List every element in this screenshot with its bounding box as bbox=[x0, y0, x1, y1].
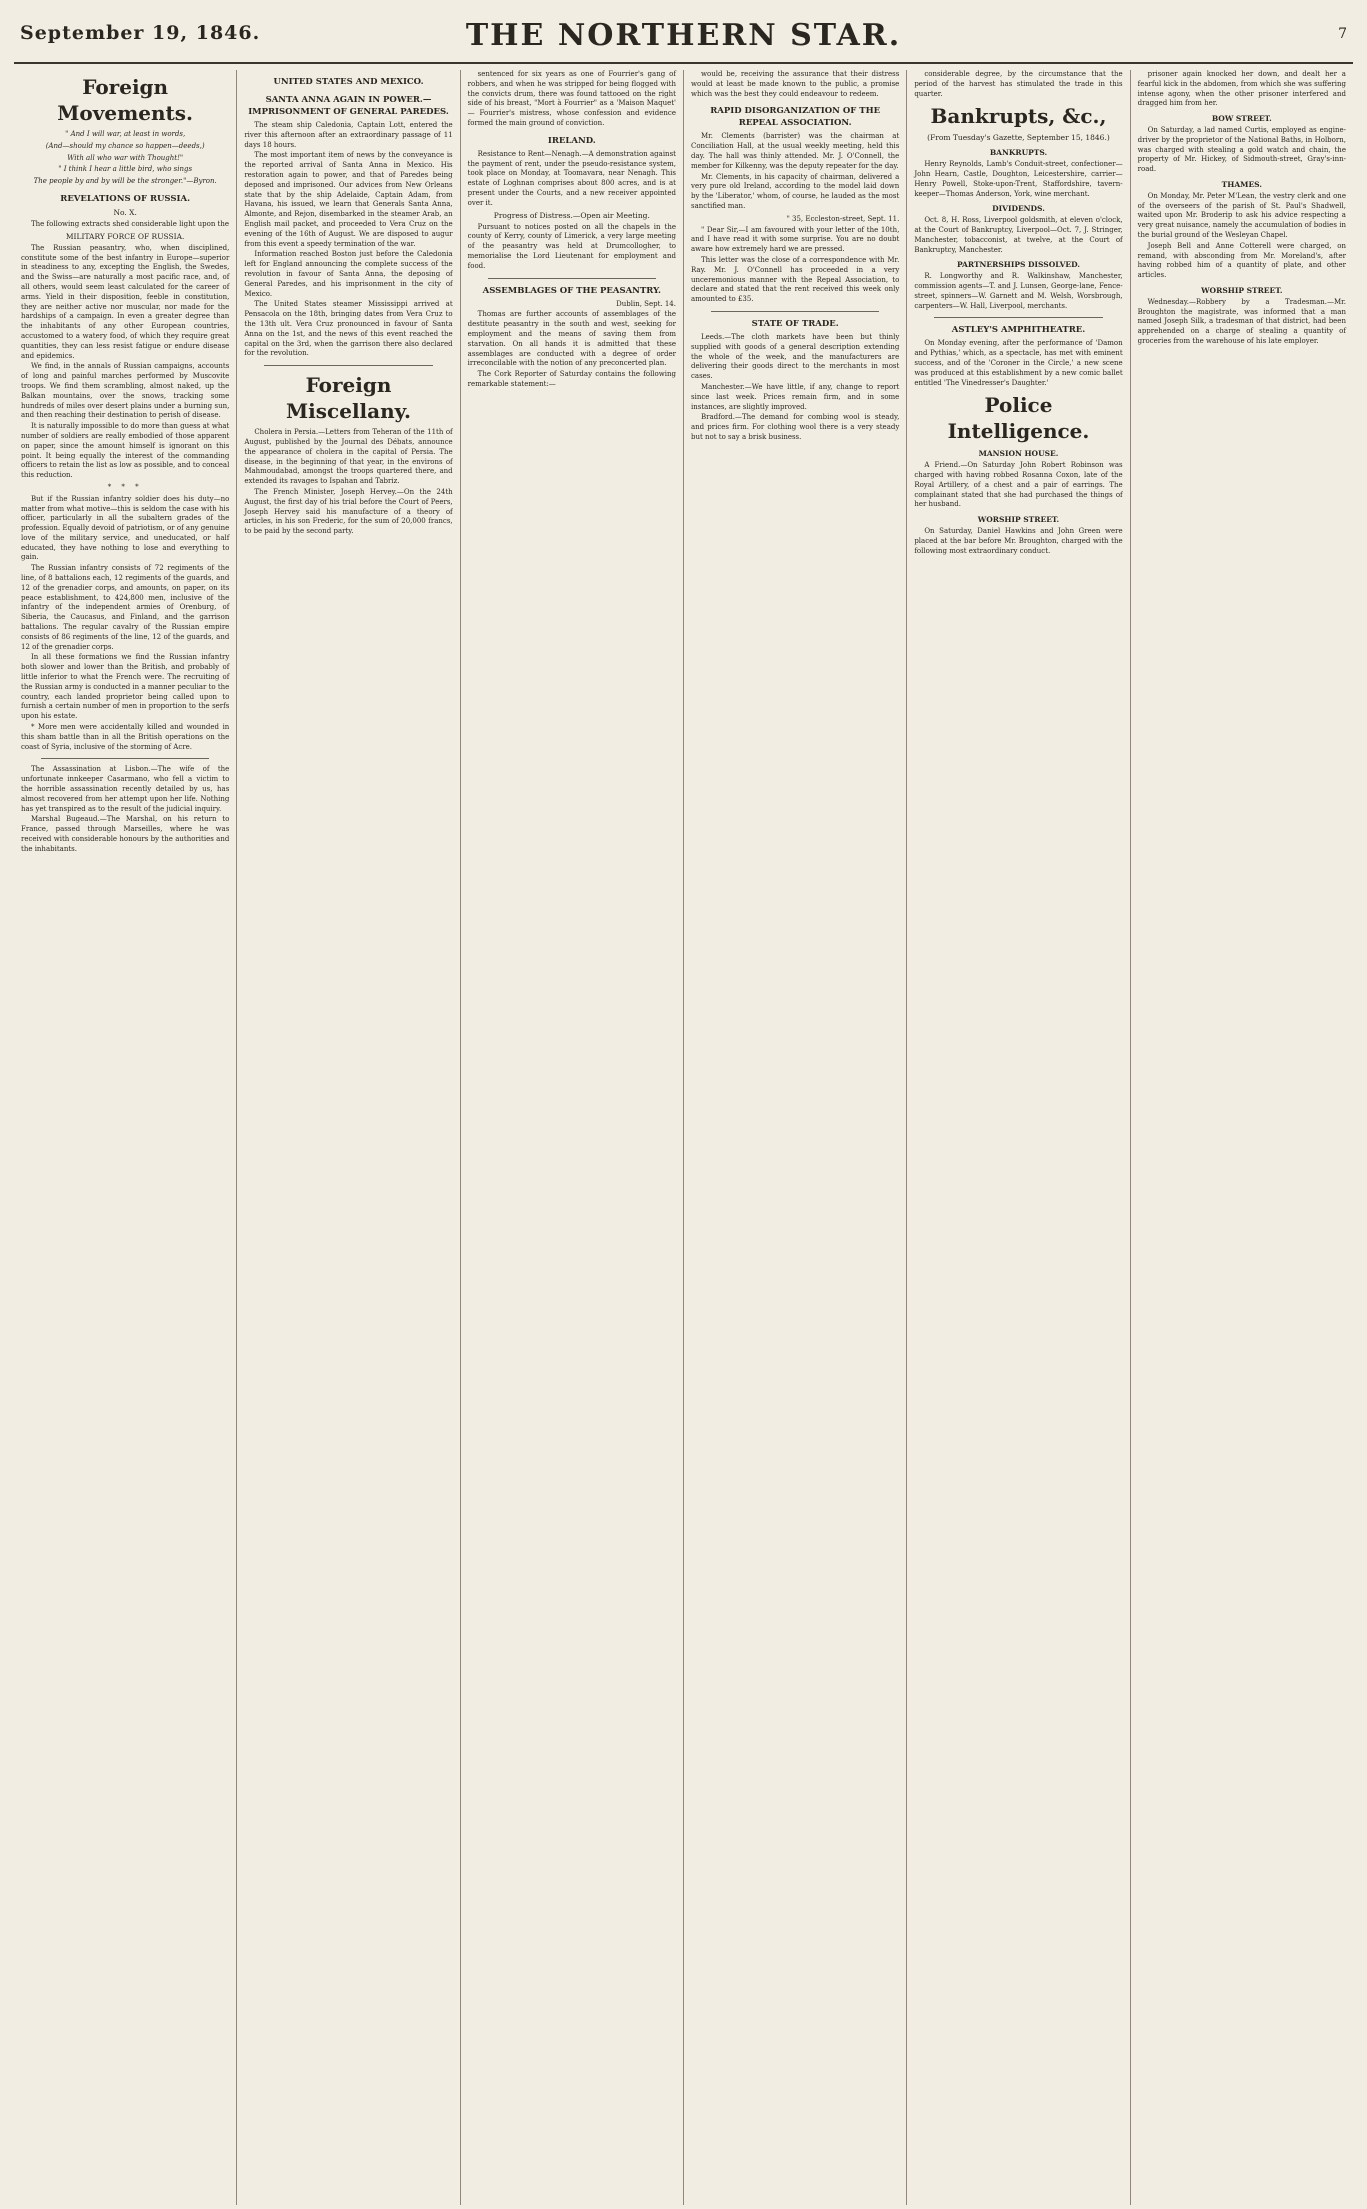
column-3 bbox=[461, 70, 684, 2205]
section-heading-foreign-movements: Foreign Movements. bbox=[57, 75, 194, 125]
divider bbox=[488, 278, 656, 279]
article-paragraph: The Russian peasantry, who, when disciplined, constitute some of the best infantry in Europe—superior in steadiness to any, excepting the English, the Swedes, and the Swiss—are naturally a most pacific race, and, of all others, would seem least calculated for the career of arms. Yield in their disposition, feeble in constitution, they are neither active nor muscular, nor made for the hardships of a campaign. In even a greater degree than the inhabitants of any other European countries, accustomed to a watery food, of which they require great quantities, they can less resist fatigue or endure disease and epidemics. bbox=[21, 243, 230, 360]
gazette-source: (From Tuesday's Gazette, September 15, 1846.) bbox=[927, 133, 1110, 143]
article-paragraph: We find, in the annals of Russian campaigns, accounts of long and painful marches performed by Muscovite troops. We find them scrambling, almost naked, up the Balkan mountains, over the snows, tracking some hundreds of miles over desert plains under a burning sun, and then reaching their destination to perish of disease. bbox=[21, 362, 230, 420]
article-paragraph: The United States steamer Mississippi arrived at Pensacola on the 18th, bringing dates from Vera Cruz to the 13th ult. Vera Cruz pronounced in favour of Santa Anna on the 1st, and the news of this event reached the capital on the 3rd, when the garrison there also declared for the revolution. bbox=[244, 300, 453, 358]
divider bbox=[264, 365, 432, 366]
article-paragraph: sentenced for six years as one of Fourrier's gang of robbers, and when he was stripped for being flogged with the convicts drum, there was found tattooed on the right side of his breast, "Mort à Fourrier" as a 'Maison Maquet' — Fourrier's mistress, whose confession and evidence formed the main ground of conviction. bbox=[467, 70, 676, 127]
article-subheading: Progress of Distress.—Open air Meeting. bbox=[493, 210, 650, 220]
masthead bbox=[14, 0, 1353, 64]
article-paragraph: In all these formations we find the Russian infantry both slower and lower than the British, and probably of little inferior to what the French were. The recruiting of the Russian army is conducted in a manner peculiar to the country, each landed proprietor being called upon to furnish a certain number of men in proportion to the serfs upon his estate. bbox=[21, 653, 230, 721]
article-paragraph: Cholera in Persia.—Letters from Teheran of the 11th of August, published by the Journal des Débats, announce the appearance of cholera in the capital of Persia. The disease, in the beginning of that year, in the environs of Mahmoudabad, amongst the troops quartered there, and extended its ravages to Ispahan and Tabriz. bbox=[244, 428, 453, 486]
article-number: No. X. bbox=[113, 207, 137, 217]
section-heading-bankrupts: Bankrupts, &c., bbox=[930, 104, 1107, 129]
article-paragraph: Pursuant to notices posted on all the chapels in the county of Kerry, county of Limerick, a very large meeting of the peasantry was held at Drumcollogher, to memorialise the Lord Lieutenant for employment and food. bbox=[467, 222, 676, 270]
footnote: * More men were accidentally killed and wounded in this sham battle than in all the British operations on the coast of Syria, inclusive of the storming of Acre. bbox=[21, 723, 230, 751]
divider bbox=[711, 311, 879, 312]
dateline: Dublin, Sept. 14. bbox=[616, 299, 676, 308]
article-paragraph: On Saturday, Daniel Hawkins and John Green were placed at the bar before Mr. Broughton, charged with the following most extraordinary conduct. bbox=[914, 526, 1123, 555]
article-paragraph: The most important item of news by the conveyance is the reported arrival of Santa Anna in Mexico. His restoration again to power, and that of Paredes being deposed and imprisoned. Our advices from New Orleans state that by the ship Adelaide, Captain Adam, from Havana, his issued, we learn that Generals Santa Anna, Almonte, and Rejon, disembarked in the steamer Arab, an English mail packet, and proceeded to Vera Cruz on the evening of the 16th of August. We are disposed to augur from this event a speedy termination of the war. bbox=[244, 151, 453, 248]
article-paragraph: Thomas are further accounts of assemblages of the destitute peasantry in the south and west, seeking for employment and the means of saving them from starvation. On all hands it is admitted that these assemblages are conducted with a degree of order irreconcilable with the notion of any preconcerted plan. bbox=[467, 310, 676, 368]
column-4 bbox=[684, 70, 907, 2205]
section-label: DIVIDENDS. bbox=[992, 204, 1045, 214]
article-paragraph: But if the Russian infantry soldier does his duty—no matter from what motive—this is seldom the case with his officer, particularly in all the subaltern grades of the profession. Equally devoid of patriotism, or of any genuine love of the military service, and uneducated, or half educated, they have nothing to lose and everything to gain. bbox=[21, 494, 230, 562]
article-paragraph: Bradford.—The demand for combing wool is steady, and prices firm. For clothing wool there is a very steady but not to say a brisk business. bbox=[690, 413, 900, 441]
article-subheading: MILITARY FORCE OF RUSSIA. bbox=[65, 231, 185, 241]
article-paragraph: Wednesday.—Robbery by a Tradesman.—Mr. Broughton the magistrate, was informed that a man named Joseph Silk, a tradesman of that district, had been apprehended on a charge of stealing a quantity of groceries from the warehouse of his late employer. bbox=[1137, 297, 1346, 345]
article-paragraph: Manchester.—We have little, if any, change to report since last week. Prices remain firm, and in some instances, are slightly improved. bbox=[690, 382, 900, 411]
article-title: STATE OF TRADE. bbox=[751, 318, 839, 329]
article-title: ASTLEY'S AMPHITHEATRE. bbox=[951, 325, 1086, 336]
issue-date: September 19, 1846. bbox=[20, 22, 261, 44]
article-title: REVELATIONS OF RUSSIA. bbox=[60, 193, 191, 204]
newspaper-title: THE NORTHERN STAR. bbox=[465, 18, 902, 53]
article-paragraph: R. Longworthy and R. Walkinshaw, Manchester, commission agents—T. and J. Lunsen, George-lane, Fence-street, spinners—W. Garnett and M. Welsh, Worsbrough, carpenters—W. Hall, Liverpool, merchants. bbox=[914, 272, 1123, 310]
article-paragraph: Information reached Boston just before the Caledonia left for England announcing the complete success of the revolution in favour of Santa Anna, the deposing of General Paredes, and his imprisonment in the city of Mexico. bbox=[244, 250, 453, 298]
page-number: 7 bbox=[1338, 26, 1347, 42]
section-label: THAMES. bbox=[1221, 179, 1262, 189]
section-label: BANKRUPTS. bbox=[989, 148, 1048, 158]
article-paragraph: A Friend.—On Saturday John Robert Robinson was charged with having robbed Rosanna Coxon, late of the Royal Artillery, of a chest and a pair of earrings. The complainant stated that she had purchased the things of her husband. bbox=[914, 461, 1123, 509]
article-paragraph: The following extracts shed considerable light upon the bbox=[31, 219, 230, 228]
article-title: IRELAND. bbox=[547, 135, 596, 146]
section-heading-police-intelligence: Police Intelligence. bbox=[947, 393, 1090, 444]
article-paragraph: Joseph Bell and Anne Cotterell were charged, on remand, with absconding from Mr. Moreland's, after having robbed him of a quantity of plate, and other articles. bbox=[1137, 241, 1346, 280]
column-2 bbox=[237, 70, 460, 2205]
article-paragraph: The Russian infantry consists of 72 regiments of the line, of 8 battalions each, 12 regiments of the guards, and 12 of the grenadier corps, and amounts, on paper, on its peace establishment, to 424,800 men, inclusive of the infantry of the independent armies of Orenburg, of Siberia, the Caucasus, and Finland, and the garrison battalions. The regular cavalry of the Russian empire consists of 86 regiments of the line, 12 of the guards, and 12 of the grenadier corps. bbox=[21, 564, 230, 651]
columns bbox=[14, 70, 1353, 2205]
article-paragraph: would be, receiving the assurance that their distress would at least be made known to the public, a promise which was the best they could endeavour to redeem. bbox=[690, 70, 900, 98]
section-label: BOW STREET. bbox=[1211, 114, 1272, 124]
section-heading-foreign-miscellany: Foreign Miscellany. bbox=[286, 373, 411, 424]
article-paragraph: The Cork Reporter of Saturday contains the following remarkable statement:— bbox=[467, 370, 676, 388]
article-paragraph: Leeds.—The cloth markets have been but thinly supplied with goods of a general description extending the whole of the week, and the manufacturers are delivering their goods direct to the merchants in most cases. bbox=[690, 332, 900, 381]
article-paragraph: Resistance to Rent—Nenagh.—A demonstration against the payment of rent, under the pseudo-resistance system, took place on Monday, at Toomavara, near Nenagh. This estate of Loghnan comprises about 800 acres, and is at present under the Courts, and a new receiver appointed over it. bbox=[467, 149, 676, 207]
section-label: MANSION HOUSE. bbox=[978, 449, 1059, 459]
epigraph-line: With all who war with Thought!" bbox=[67, 153, 184, 162]
article-paragraph: prisoner again knocked her down, and dealt her a fearful kick in the abdomen, from which she was suffering intense agony, when the other prisoner interfered and dragged him from her. bbox=[1137, 70, 1346, 108]
article-paragraph: On Saturday, a lad named Curtis, employed as engine-driver by the proprietor of the National Baths, in Holborn, was charged with stealing a gold watch and chain, the property of Mr. Hickey, of Sidmouth-street, Gray's-inn-road. bbox=[1137, 125, 1346, 174]
article-paragraph: " Dear Sir,—I am favoured with your letter of the 10th, and I have read it with some surprise. You are no doubt aware how extremely hard we are pressed. bbox=[690, 225, 900, 254]
article-paragraph: The Assassination at Lisbon.—The wife of the unfortunate innkeeper Casarmano, who fell a victim to the horrible assassination recently detailed by us, has almost recovered from her attempt upon her life. Nothing has yet transpired as to the result of the judicial inquiry. bbox=[21, 765, 230, 813]
article-title: UNITED STATES AND MEXICO. bbox=[273, 77, 424, 87]
article-paragraph: The steam ship Caledonia, Captain Lott, entered the river this afternoon after an extraordinary passage of 11 days 18 hours. bbox=[244, 121, 453, 149]
separator-stars: * * * bbox=[107, 482, 143, 491]
article-paragraph: The French Minister, Joseph Hervey.—On the 24th August, the first day of his trial before the Court of Peers, Joseph Hervey said his manufacture of a theory of articles, in his son Frederic, for the sum of 20,000 francs, to be paid by the second party. bbox=[244, 487, 453, 536]
section-label: WORSHIP STREET. bbox=[977, 515, 1060, 525]
column-1 bbox=[14, 70, 237, 2205]
divider bbox=[41, 758, 209, 759]
letter-dateline: " 35, Eccleston-street, Sept. 11. bbox=[786, 214, 900, 223]
article-paragraph: Henry Reynolds, Lamb's Conduit-street, confectioner—John Hearn, Castle, Doughton, Leicestershire, carrier—Henry Powell, Stoke-upon-Trent, Staffordshire, tavern-keeper—Thomas Anderson, York, wine merchant. bbox=[914, 160, 1123, 198]
epigraph-line: The people by and by will be the stronger."—Byron. bbox=[33, 177, 217, 186]
column-5 bbox=[907, 70, 1130, 2205]
section-label: WORSHIP STREET. bbox=[1201, 285, 1283, 295]
divider bbox=[934, 317, 1102, 318]
epigraph-line: (And—should my chance so happen—deeds,) bbox=[45, 141, 205, 150]
article-paragraph: On Monday evening, after the performance of 'Damon and Pythias,' which, as a spectacle, has met with eminent success, and of the 'Coroner in the Circle,' a new scene was produced at this establishment by a new comic ballet entitled 'The Vinedresser's Daughter.' bbox=[914, 339, 1123, 387]
epigraph-line: " I think I hear a little bird, who sings bbox=[58, 165, 193, 174]
article-paragraph: Mr. Clements, in his capacity of chairman, delivered a very pure old Ireland, according to the model laid down by the 'Liberator,' whom, of course, he lauded as the most sanctified man. bbox=[690, 172, 900, 210]
article-title: ASSEMBLAGES OF THE PEASANTRY. bbox=[482, 285, 662, 296]
article-paragraph: It is naturally impossible to do more than guess at what number of soldiers are really embodied of those apparent on paper, since the amount himself is ignorant on this point. It being equally the interest of the commanding officers to retain the list as low as possible, and to conceal this reduction. bbox=[21, 422, 230, 480]
epigraph-line: " And I will war, at least in words, bbox=[65, 130, 186, 138]
column-6 bbox=[1131, 70, 1353, 2205]
article-paragraph: Mr. Clements (barrister) was the chairman at Conciliation Hall, at the usual weekly meeting, held this day. The hall was thinly attended. Mr. J. O'Connell, the member for Kilkenny, was the deputy repeater for the day. bbox=[690, 132, 900, 170]
article-paragraph: considerable degree, by the circumstance that the period of the harvest has stimulated the trade in this quarter. bbox=[914, 70, 1123, 98]
article-paragraph: Marshal Bugeaud.—The Marshal, on his return to France, passed through Marseilles, where he was received with considerable honours by the authorities and the inhabitants. bbox=[21, 815, 230, 853]
article-title: RAPID DISORGANIZATION OF THE REPEAL ASSOCIATION. bbox=[710, 106, 881, 129]
article-paragraph: Oct. 8, H. Ross, Liverpool goldsmith, at eleven o'clock, at the Court of Bankruptcy, Liverpool—Oct. 7, J. Stringer, Manchester, tobacconist, at twelve, at the Court of Bankruptcy, Manchester. bbox=[914, 216, 1123, 254]
article-paragraph: On Monday, Mr. Peter M'Lean, the vestry clerk and one of the overseers of the parish of St. Paul's Shadwell, waited upon Mr. Broderip to ask his advice respecting a very great nuisance, namely the accumulation of bodies in the burial ground of the Wesleyan Chapel. bbox=[1137, 191, 1346, 239]
section-label: PARTNERSHIPS DISSOLVED. bbox=[956, 260, 1080, 270]
article-title: SANTA ANNA AGAIN IN POWER.—IMPRISONMENT OF GENERAL PAREDES. bbox=[248, 95, 449, 117]
article-paragraph: This letter was the close of a correspondence with Mr. Ray. Mr. J. O'Connell has proceeded in a very unceremonious manner with the Repeal Association, to declare and stated that the rent received this week only amounted to £35. bbox=[690, 255, 900, 304]
